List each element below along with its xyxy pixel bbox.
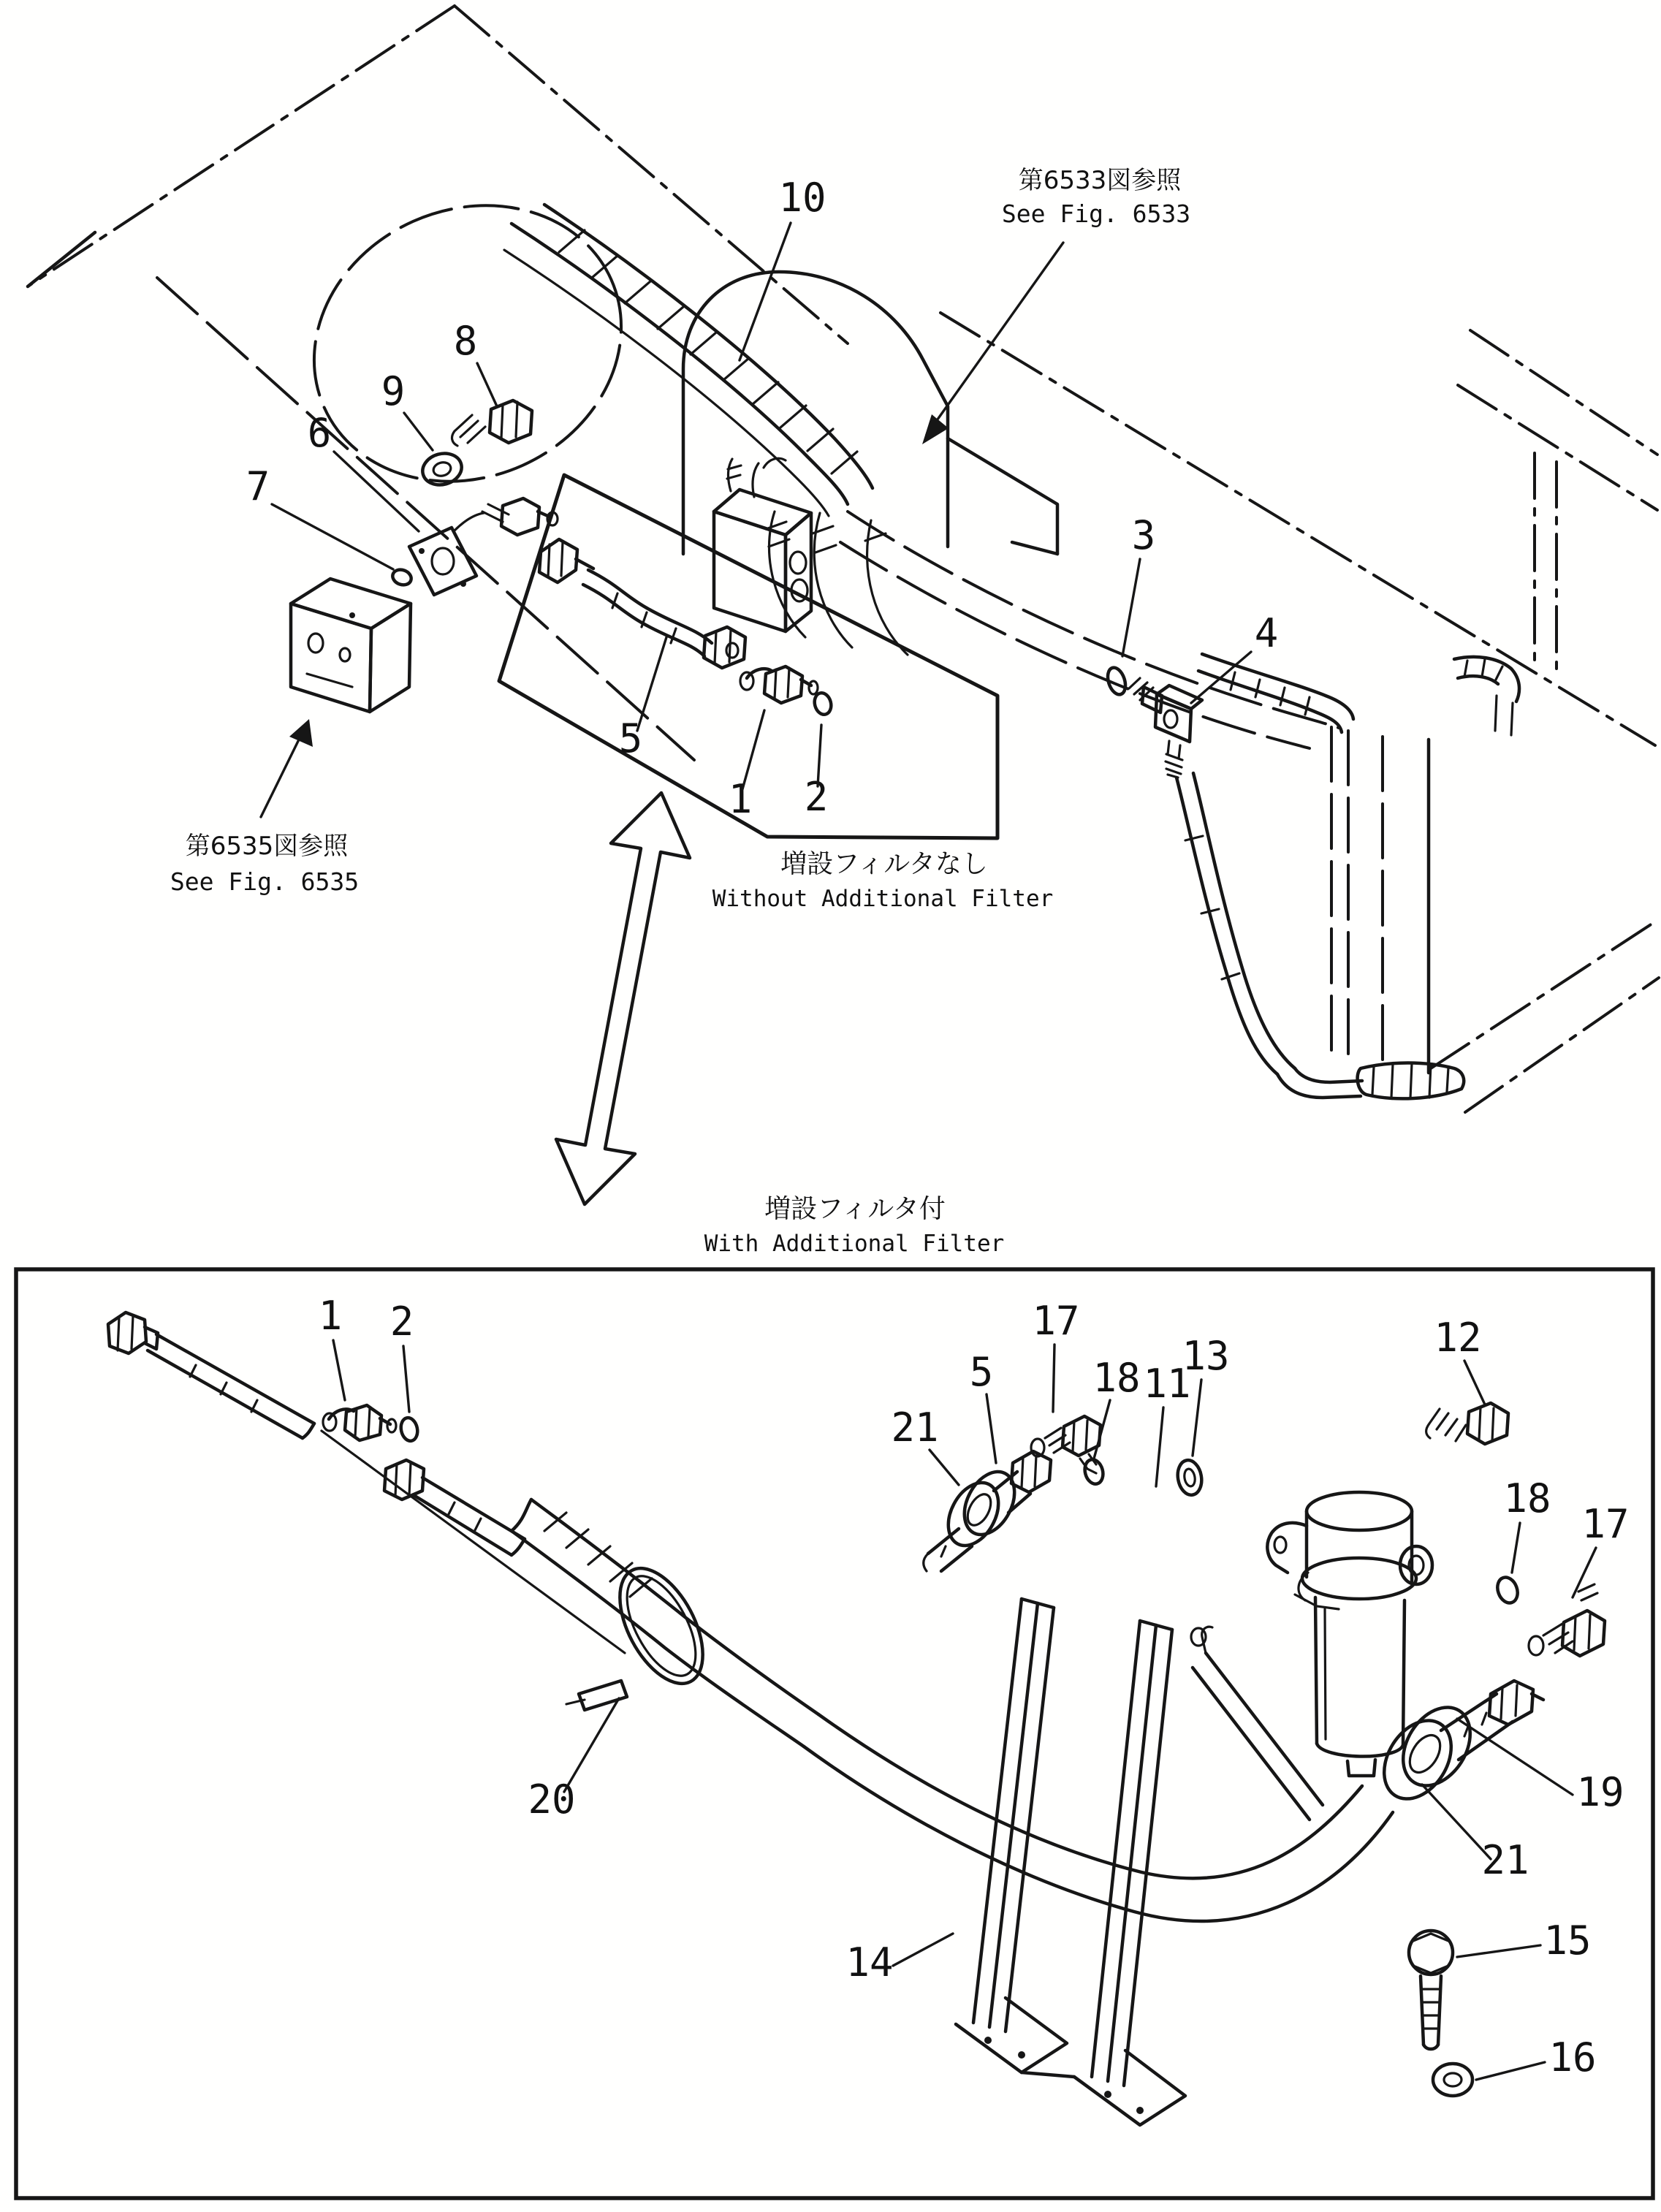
- figure-reference-6535: [170, 719, 359, 896]
- callout-19-label: 19: [1576, 1769, 1624, 1815]
- callout-11: [1143, 1361, 1190, 1486]
- callout-17-left-label: 17: [1032, 1298, 1080, 1344]
- lower-variant-jp: 増設フィルタ付: [764, 1194, 946, 1224]
- arrowhead: [289, 719, 313, 747]
- callout-10-label: 10: [778, 175, 826, 221]
- upper-variant-en: Without Additional Filter: [712, 886, 1054, 912]
- frame-lines: [940, 313, 1657, 745]
- callout-4-label: 4: [1254, 610, 1279, 656]
- upper-section: [28, 6, 1659, 1257]
- callout-11-label: 11: [1143, 1361, 1191, 1407]
- washer-13: [1175, 1459, 1204, 1497]
- washer-16: [1433, 2064, 1472, 2096]
- o-ring-18-right: [1494, 1575, 1521, 1606]
- callout-17-left: [1032, 1298, 1079, 1412]
- callout-7-label: 7: [246, 463, 270, 509]
- callout-12: [1434, 1315, 1485, 1405]
- callout-1-lower: [319, 1293, 345, 1400]
- callout-13-label: 13: [1182, 1333, 1230, 1379]
- callout-18-right-label: 18: [1503, 1475, 1551, 1521]
- callout-4: [1191, 610, 1278, 703]
- callout-17-right: [1573, 1501, 1630, 1597]
- variant-label-lower: [704, 1194, 1005, 1257]
- elbow-fitting-1-upper: [740, 666, 818, 703]
- o-ring-3: [1105, 666, 1129, 697]
- elbow-fitting-1-lower: [323, 1405, 396, 1440]
- lower-variant-en: With Additional Filter: [704, 1231, 1005, 1257]
- ref-6535-jp: 第6535図参照: [185, 832, 349, 861]
- variant-label-upper: [712, 849, 1054, 912]
- callout-6-label: 6: [307, 410, 332, 456]
- valve-block-6535: [291, 579, 411, 712]
- callout-1-label: 1: [728, 776, 753, 822]
- callout-6: [308, 410, 419, 531]
- callout-18-right: [1503, 1475, 1551, 1573]
- callout-8-label: 8: [453, 318, 478, 364]
- upper-variant-jp: 増設フィルタなし: [780, 849, 988, 879]
- arrowhead: [922, 414, 949, 444]
- callout-5-label: 5: [618, 715, 643, 761]
- washer-9: [419, 449, 465, 490]
- double-arrow: [556, 793, 690, 1204]
- callout-17-right-label: 17: [1581, 1501, 1630, 1547]
- lower-section: [16, 1269, 1653, 2198]
- callout-9-label: 9: [381, 368, 406, 414]
- callout-21-right: [1422, 1785, 1529, 1883]
- callout-16: [1476, 2034, 1597, 2080]
- elbow-flange-6: [409, 498, 558, 595]
- hose-5-lower: [924, 1451, 1051, 1571]
- callout-3-label: 3: [1131, 512, 1156, 558]
- callout-7: [246, 463, 393, 569]
- callout-2-lower: [390, 1299, 414, 1412]
- bolt-12: [1426, 1403, 1508, 1444]
- callout-20-label: 20: [528, 1776, 576, 1823]
- bolt-8: [452, 400, 532, 446]
- ref-6535-en: See Fig. 6535: [170, 867, 360, 896]
- o-ring-2-lower: [399, 1416, 419, 1443]
- callout-15: [1457, 1918, 1592, 1964]
- hose-19: [1441, 1681, 1543, 1760]
- callout-2-lower-label: 2: [389, 1299, 414, 1345]
- callout-1-lower-label: 1: [318, 1293, 343, 1339]
- callout-21-right-label: 21: [1481, 1837, 1529, 1883]
- callout-10: [740, 175, 826, 360]
- o-ring-2-upper: [812, 691, 833, 717]
- callout-9: [381, 368, 433, 450]
- lower-panel-border: [16, 1269, 1653, 2198]
- callout-3: [1122, 512, 1155, 656]
- elbow-fitting-17-left: [1031, 1416, 1101, 1473]
- callout-5-lower: [970, 1349, 996, 1463]
- radiator-frame: [1177, 654, 1659, 1112]
- ref-6533-en: See Fig. 6533: [1001, 199, 1191, 228]
- lower-callouts: [319, 1293, 1630, 2080]
- callout-18-left-label: 18: [1092, 1355, 1141, 1401]
- elbow-fitting-17-right: [1529, 1584, 1605, 1656]
- callout-8: [454, 318, 497, 406]
- callout-5-lower-label: 5: [969, 1349, 994, 1395]
- callout-20: [528, 1698, 619, 1823]
- figure-reference-6533: [922, 166, 1190, 444]
- ref-6533-jp: 第6533図参照: [1018, 166, 1182, 195]
- callout-14-label: 14: [845, 1939, 894, 1985]
- callout-2-label: 2: [804, 774, 829, 820]
- hose-left: [108, 1312, 625, 1653]
- callout-12-label: 12: [1434, 1315, 1482, 1361]
- callout-21-left-label: 21: [891, 1405, 939, 1451]
- callout-15-label: 15: [1543, 1918, 1592, 1964]
- callout-16-label: 16: [1548, 2034, 1597, 2080]
- hose-middle: [384, 1460, 525, 1555]
- valve-block: [714, 458, 811, 631]
- filter-assembly-11: [1267, 1492, 1432, 1776]
- callout-2: [805, 725, 829, 820]
- callout-1: [729, 710, 764, 822]
- callout-19: [1457, 1719, 1624, 1815]
- bolt-15: [1409, 1931, 1453, 2049]
- callout-14: [845, 1934, 953, 1985]
- callout-21-left: [891, 1405, 959, 1485]
